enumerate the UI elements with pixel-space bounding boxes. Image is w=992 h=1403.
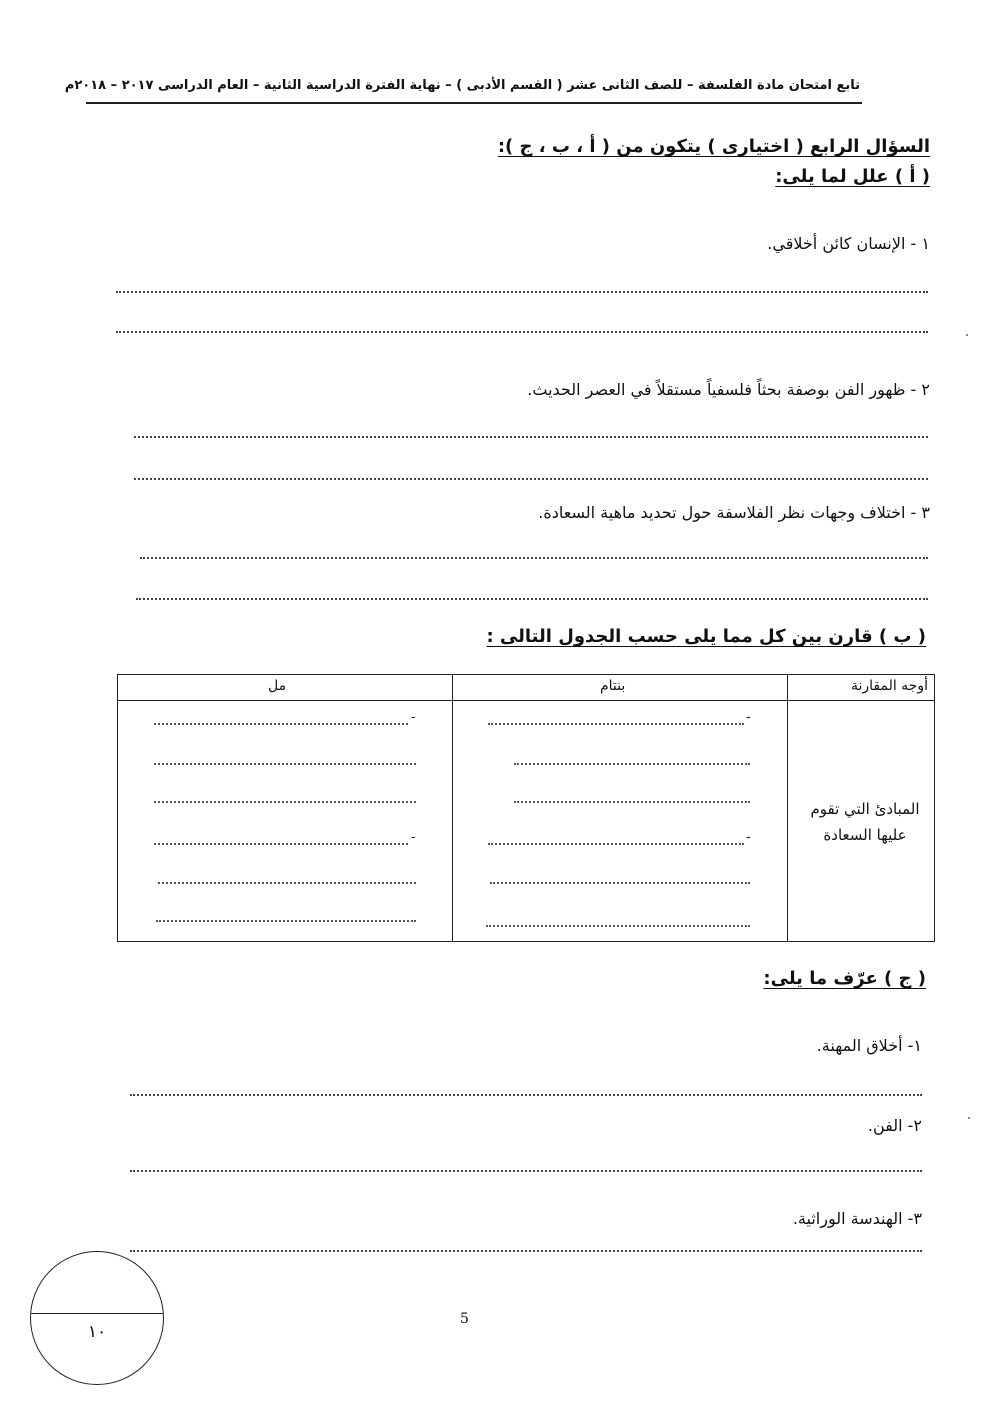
part-c-title: ( ج ) عرّف ما يلى: [763, 968, 926, 989]
part-a-item-2: ٢ - ظهور الفن بوصفة بحثاً فلسفياً مستقلاً في العصر الحديث. [527, 380, 930, 399]
bentham-answer-line[interactable] [488, 843, 744, 845]
answer-line[interactable] [130, 1250, 922, 1252]
header-divider [86, 102, 862, 104]
mill-answer-line[interactable] [154, 843, 408, 845]
part-c-item-1: ١- أخلاق المهنة. [816, 1036, 922, 1055]
answer-line[interactable] [136, 598, 928, 600]
bentham-answer-line[interactable] [486, 925, 750, 927]
answer-line[interactable] [130, 1094, 922, 1096]
answer-line[interactable] [134, 478, 928, 480]
table-header-bentham: بنتام [600, 678, 626, 694]
bentham-answer-line[interactable] [514, 801, 750, 803]
score-circle [30, 1251, 164, 1385]
bullet-dash: - [411, 710, 416, 725]
bentham-answer-line[interactable] [488, 723, 744, 725]
part-a-item-3: ٣ - اختلاف وجهات نظر الفلاسفة حول تحديد ماهية السعادة. [538, 503, 930, 522]
table-header-divider [117, 700, 935, 701]
mill-answer-line[interactable] [154, 801, 416, 803]
mill-answer-line[interactable] [154, 763, 416, 765]
table-header-comparison: أوجه المقارنة [850, 678, 928, 694]
exam-header: تابع امتحان مادة الفلسفة – للصف الثانى عشر ( القسم الأدبى ) – نهاية الفترة الدراسية الثانية – العام الدراسى ٢٠١٧ – ٢٠١٨م [64, 78, 860, 93]
scan-speck [968, 1117, 970, 1119]
part-a-title: ( أ ) علل لما يلى: [775, 166, 930, 187]
answer-line[interactable] [116, 291, 928, 293]
bullet-dash: - [746, 830, 751, 845]
table-header-mill: مل [268, 678, 287, 694]
table-column-divider [452, 674, 453, 942]
answer-line[interactable] [130, 1170, 922, 1172]
answer-line[interactable] [140, 557, 928, 559]
answer-line[interactable] [116, 331, 928, 333]
bentham-answer-line[interactable] [490, 882, 750, 884]
table-column-divider [787, 674, 788, 942]
part-a-item-1: ١ - الإنسان كائن أخلاقي. [767, 234, 930, 253]
part-c-item-2: ٢- الفن. [867, 1116, 922, 1135]
mill-answer-line[interactable] [158, 882, 416, 884]
score-divider [31, 1313, 163, 1314]
bentham-answer-line[interactable] [514, 763, 750, 765]
question-title: السؤال الرابع ( اختيارى ) يتكون من ( أ ، ب ، ج ): [497, 136, 930, 157]
mill-answer-line[interactable] [154, 723, 408, 725]
scan-speck [966, 334, 968, 336]
score-value: ١٠ [87, 1322, 107, 1342]
part-b-title: ( ب ) قارن بين كل مما يلى حسب الجدول التالى : [486, 626, 926, 647]
bullet-dash: - [746, 710, 751, 725]
page-number: 5 [460, 1311, 469, 1327]
bullet-dash: - [411, 830, 416, 845]
table-row-label: المبادئ التي تقوم عليها السعادة [810, 800, 920, 844]
answer-line[interactable] [134, 436, 928, 438]
mill-answer-line[interactable] [156, 920, 416, 922]
part-c-item-3: ٣- الهندسة الوراثية. [792, 1209, 922, 1228]
